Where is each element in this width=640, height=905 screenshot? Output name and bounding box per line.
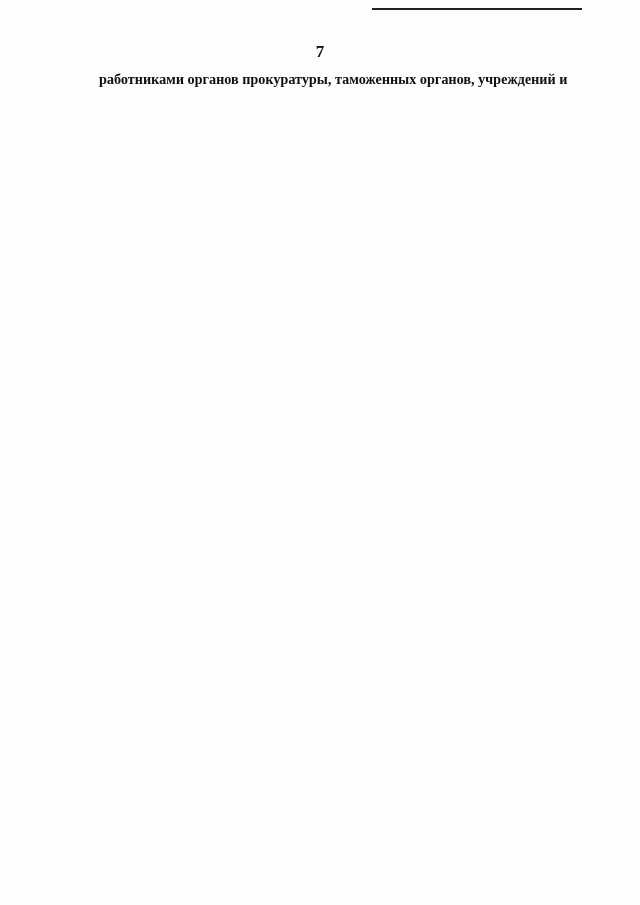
page-number: 7 bbox=[315, 42, 325, 61]
paragraph: работниками органов прокуратуры, таможенных органов, учреждений и bbox=[99, 72, 568, 88]
scan-edge-mark bbox=[372, 8, 582, 10]
document-text bbox=[99, 70, 610, 91]
